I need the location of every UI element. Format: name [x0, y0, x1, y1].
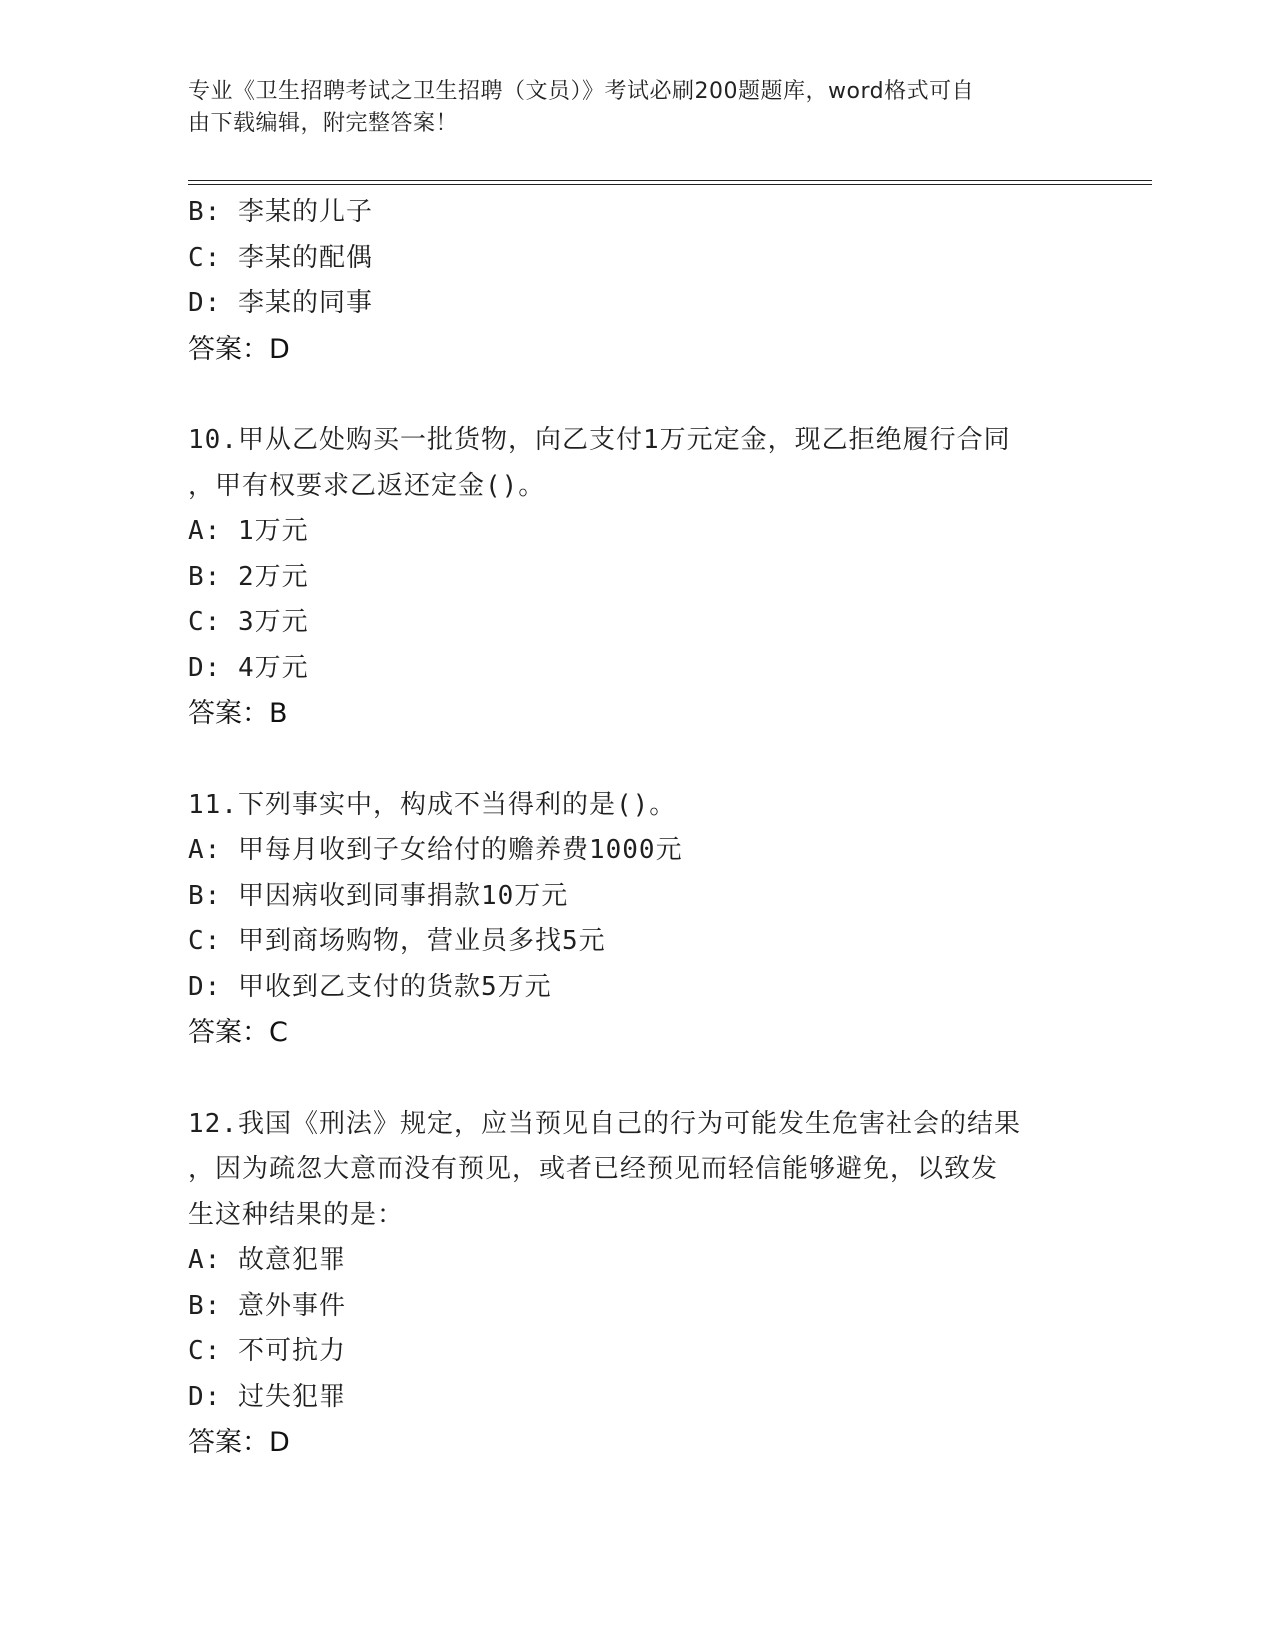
option-b: B: 甲因病收到同事捐款10万元 [188, 880, 569, 911]
question-12 [188, 1102, 1088, 1466]
question-stem-line-2: ，因为疏忽大意而没有预见，或者已经预见而轻信能够避免，以致发 [188, 1154, 999, 1184]
option-c: C: 3万元 [188, 607, 309, 637]
option-c: C: 甲到商场购物，营业员多找5元 [188, 926, 606, 956]
option-a: A: 1万元 [188, 516, 309, 546]
question-stem-line-3: 生这种结果的是： [188, 1199, 405, 1230]
option-b: B: 2万元 [188, 561, 309, 592]
question-stem-line-2: ，甲有权要求乙返还定金()。 [188, 470, 546, 501]
option-d: D: 4万元 [188, 652, 309, 683]
question-11 [188, 783, 1088, 1056]
question-10 [188, 418, 1088, 737]
question-stem-line-1: 11.下列事实中，构成不当得利的是()。 [188, 789, 677, 820]
option-d: D: 甲收到乙支付的货款5万元 [188, 971, 552, 1002]
question-list [188, 190, 1088, 1466]
spacer [188, 737, 1088, 783]
question-9-continued [188, 190, 1088, 372]
document-header [188, 76, 1088, 140]
spacer [188, 372, 1088, 418]
header-line-1: 专业《卫生招聘考试之卫生招聘（文员）》考试必刷200题题库，word格式可自 [188, 79, 975, 104]
option-d: D: 过失犯罪 [188, 1381, 346, 1412]
answer-line: 答案：D [188, 333, 290, 365]
option-c: C: 不可抗力 [188, 1336, 346, 1366]
option-a: A: 故意犯罪 [188, 1245, 346, 1275]
option-b: B: 李某的儿子 [188, 197, 373, 227]
option-c: C: 李某的配偶 [188, 242, 373, 273]
header-line-2: 由下载编辑，附完整答案！ [188, 111, 459, 136]
answer-line: 答案：C [188, 1017, 288, 1048]
answer-line: 答案：D [188, 1427, 290, 1458]
option-d: D: 李某的同事 [188, 288, 373, 318]
header-divider-bottom [188, 184, 1152, 185]
header-divider-top [188, 180, 1152, 181]
option-a: A: 甲每月收到子女给付的赡养费1000元 [188, 835, 683, 865]
answer-line: 答案：B [188, 698, 288, 729]
option-b: B: 意外事件 [188, 1290, 346, 1321]
spacer [188, 1056, 1088, 1102]
question-stem-line-1: 12.我国《刑法》规定，应当预见自己的行为可能发生危害社会的结果 [188, 1108, 1021, 1139]
question-stem-line-1: 10.甲从乙处购买一批货物，向乙支付1万元定金，现乙拒绝履行合同 [188, 425, 1011, 455]
